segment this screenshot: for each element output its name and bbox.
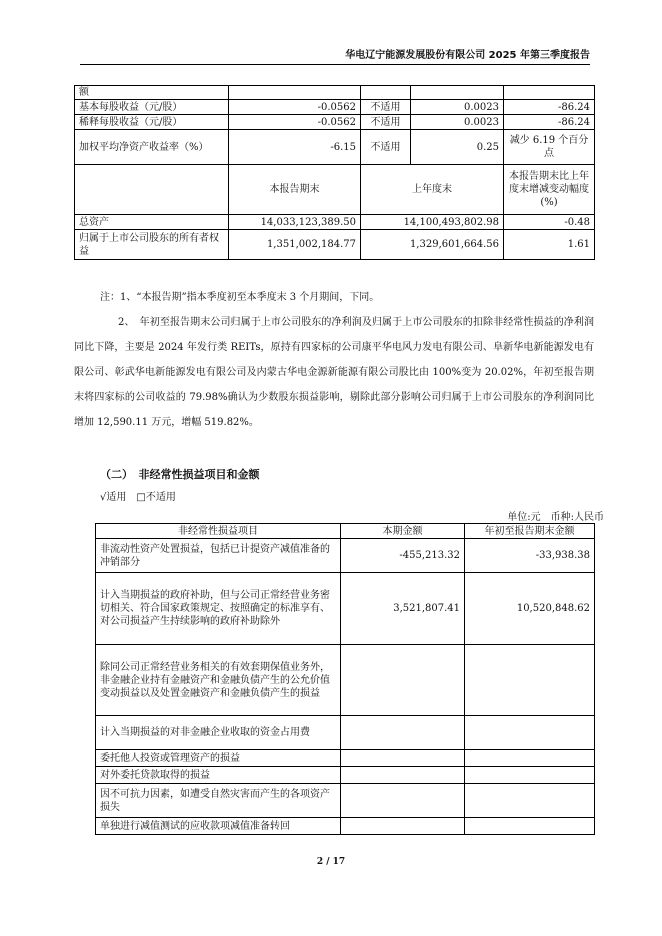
item-label: 单独进行减值测试的应收款项减值准备转回 — [96, 818, 341, 835]
cell-value: -0.48 — [504, 215, 595, 230]
cell-value: 1,329,601,664.56 — [361, 230, 504, 260]
row-label: 加权平均净资产收益率（%） — [75, 130, 229, 165]
cell-value: -86.24 — [504, 100, 595, 115]
cell-value — [341, 716, 465, 750]
table-row — [75, 86, 595, 100]
cell-value: -455,213.32 — [341, 539, 465, 573]
cell-value — [465, 767, 595, 784]
item-label: 计入当期损益的政府补助，但与公司正常经营业务密切相关、符合国家政策规定、按照确定的标准享有、对公司损益产生持续影响的政府补助除外 — [96, 573, 341, 645]
column-header: 非经常性损益项目 — [96, 524, 341, 539]
cell-value — [341, 645, 465, 716]
cell-value — [465, 784, 595, 818]
cell-value: 14,100,493,802.98 — [361, 215, 504, 230]
column-header: 本报告期末比上年度末增减变动幅度(%) — [504, 165, 595, 215]
cell-value — [341, 750, 465, 767]
row-label: 基本每股收益（元/股） — [75, 100, 229, 115]
cell-value: 减少 6.19 个百分点 — [504, 130, 595, 165]
table-row — [75, 115, 595, 130]
table-row — [96, 645, 595, 716]
table-row — [75, 230, 595, 260]
row-label: 归属于上市公司股东的所有者权益 — [75, 230, 229, 260]
column-header: 年初至报告期末金额 — [465, 524, 595, 539]
cell-value: -0.0562 — [229, 115, 361, 130]
cell-value: 14,033,123,389.50 — [229, 215, 361, 230]
cell-value — [465, 645, 595, 716]
table-header-row — [96, 524, 595, 539]
cell-value: 1.61 — [504, 230, 595, 260]
column-header: 本期金额 — [341, 524, 465, 539]
applicability-checkbox: √适用 □不适用 — [100, 492, 176, 503]
note-1: 注：1、“本报告期”指本季度初至本季度末 3 个月期间，下同。 — [100, 292, 380, 303]
column-header: 上年度末 — [361, 165, 504, 215]
cell-value: 不适用 — [361, 130, 411, 165]
item-label: 除同公司正常经营业务相关的有效套期保值业务外，非金融企业持有金融资产和金融负债产生的公允价值变动损益以及处置金融资产和金融负债产生的损益 — [96, 645, 341, 716]
cell-value: -33,938.38 — [465, 539, 595, 573]
cell-value — [341, 818, 465, 835]
cell-value — [465, 750, 595, 767]
table-row — [75, 100, 595, 115]
cell-value: 10,520,848.62 — [465, 573, 595, 645]
cell-value — [341, 784, 465, 818]
cell-value — [465, 716, 595, 750]
cell-value: -0.0562 — [229, 100, 361, 115]
cell-value: -86.24 — [504, 115, 595, 130]
item-label: 对外委托贷款取得的损益 — [96, 767, 341, 784]
cell-value — [341, 767, 465, 784]
page-number: 2 / 17 — [316, 857, 346, 867]
page-header: 华电辽宁能源发展股份有限公司 2025 年第三季度报告 — [80, 46, 590, 65]
cell-value: 3,521,807.41 — [341, 573, 465, 645]
cell-value: 0.0023 — [411, 115, 504, 130]
item-label: 委托他人投资或管理资产的损益 — [96, 750, 341, 767]
table-row — [96, 767, 595, 784]
table-row — [96, 750, 595, 767]
row-label: 稀释每股收益（元/股） — [75, 115, 229, 130]
item-label: 非流动性资产处置损益，包括已计提资产减值准备的冲销部分 — [96, 539, 341, 573]
table-row — [96, 784, 595, 818]
table-row — [96, 573, 595, 645]
cell-value: 1,351,002,184.77 — [229, 230, 361, 260]
cell-value: 0.25 — [411, 130, 504, 165]
item-label: 计入当期损益的对非金融企业收取的资金占用费 — [96, 716, 341, 750]
financial-indicators-table — [74, 85, 595, 260]
cell-value: 0.0023 — [411, 100, 504, 115]
item-label: 因不可抗力因素，如遭受自然灾害而产生的各项资产损失 — [96, 784, 341, 818]
unit-label: 单位:元 币种:人民币 — [507, 512, 604, 523]
cell-value — [465, 818, 595, 835]
row-label: 额 — [75, 86, 229, 100]
row-label: 总资产 — [75, 215, 229, 230]
table-row — [75, 215, 595, 230]
column-header: 本报告期末 — [229, 165, 361, 215]
table-row — [96, 818, 595, 835]
non-recurring-items-table — [95, 523, 595, 835]
section-title: （二） 非经常性损益项目和金额 — [100, 468, 260, 481]
table-subheader-row — [75, 165, 595, 215]
cell-value: 不适用 — [361, 100, 411, 115]
table-row — [75, 130, 595, 165]
table-row — [96, 716, 595, 750]
cell-value: -6.15 — [229, 130, 361, 165]
note-2: 2、 年初至报告期末公司归属于上市公司股东的净利润及归属于上市公司股东的扣除非经常性损益的净利润同比下降，主要是 2024 年发行类 REITs，原持有四家标的公司康平华电风力发电有限公司、阜新华电新能源发电有限公司、彰武华电新能源发电有限公司及内蒙古华电金源新能源有限公司股比由 100%变为 20.02%，年初至报告期末将四家标的公司收益的 79.98%确认为少数股东损益影响，剔除此部分影响公司归属于上市公司股东的净利润同比增加 12,590.11 万元，增幅 519.82%。 — [74, 317, 594, 428]
cell-value: 不适用 — [361, 115, 411, 130]
table-row — [96, 539, 595, 573]
